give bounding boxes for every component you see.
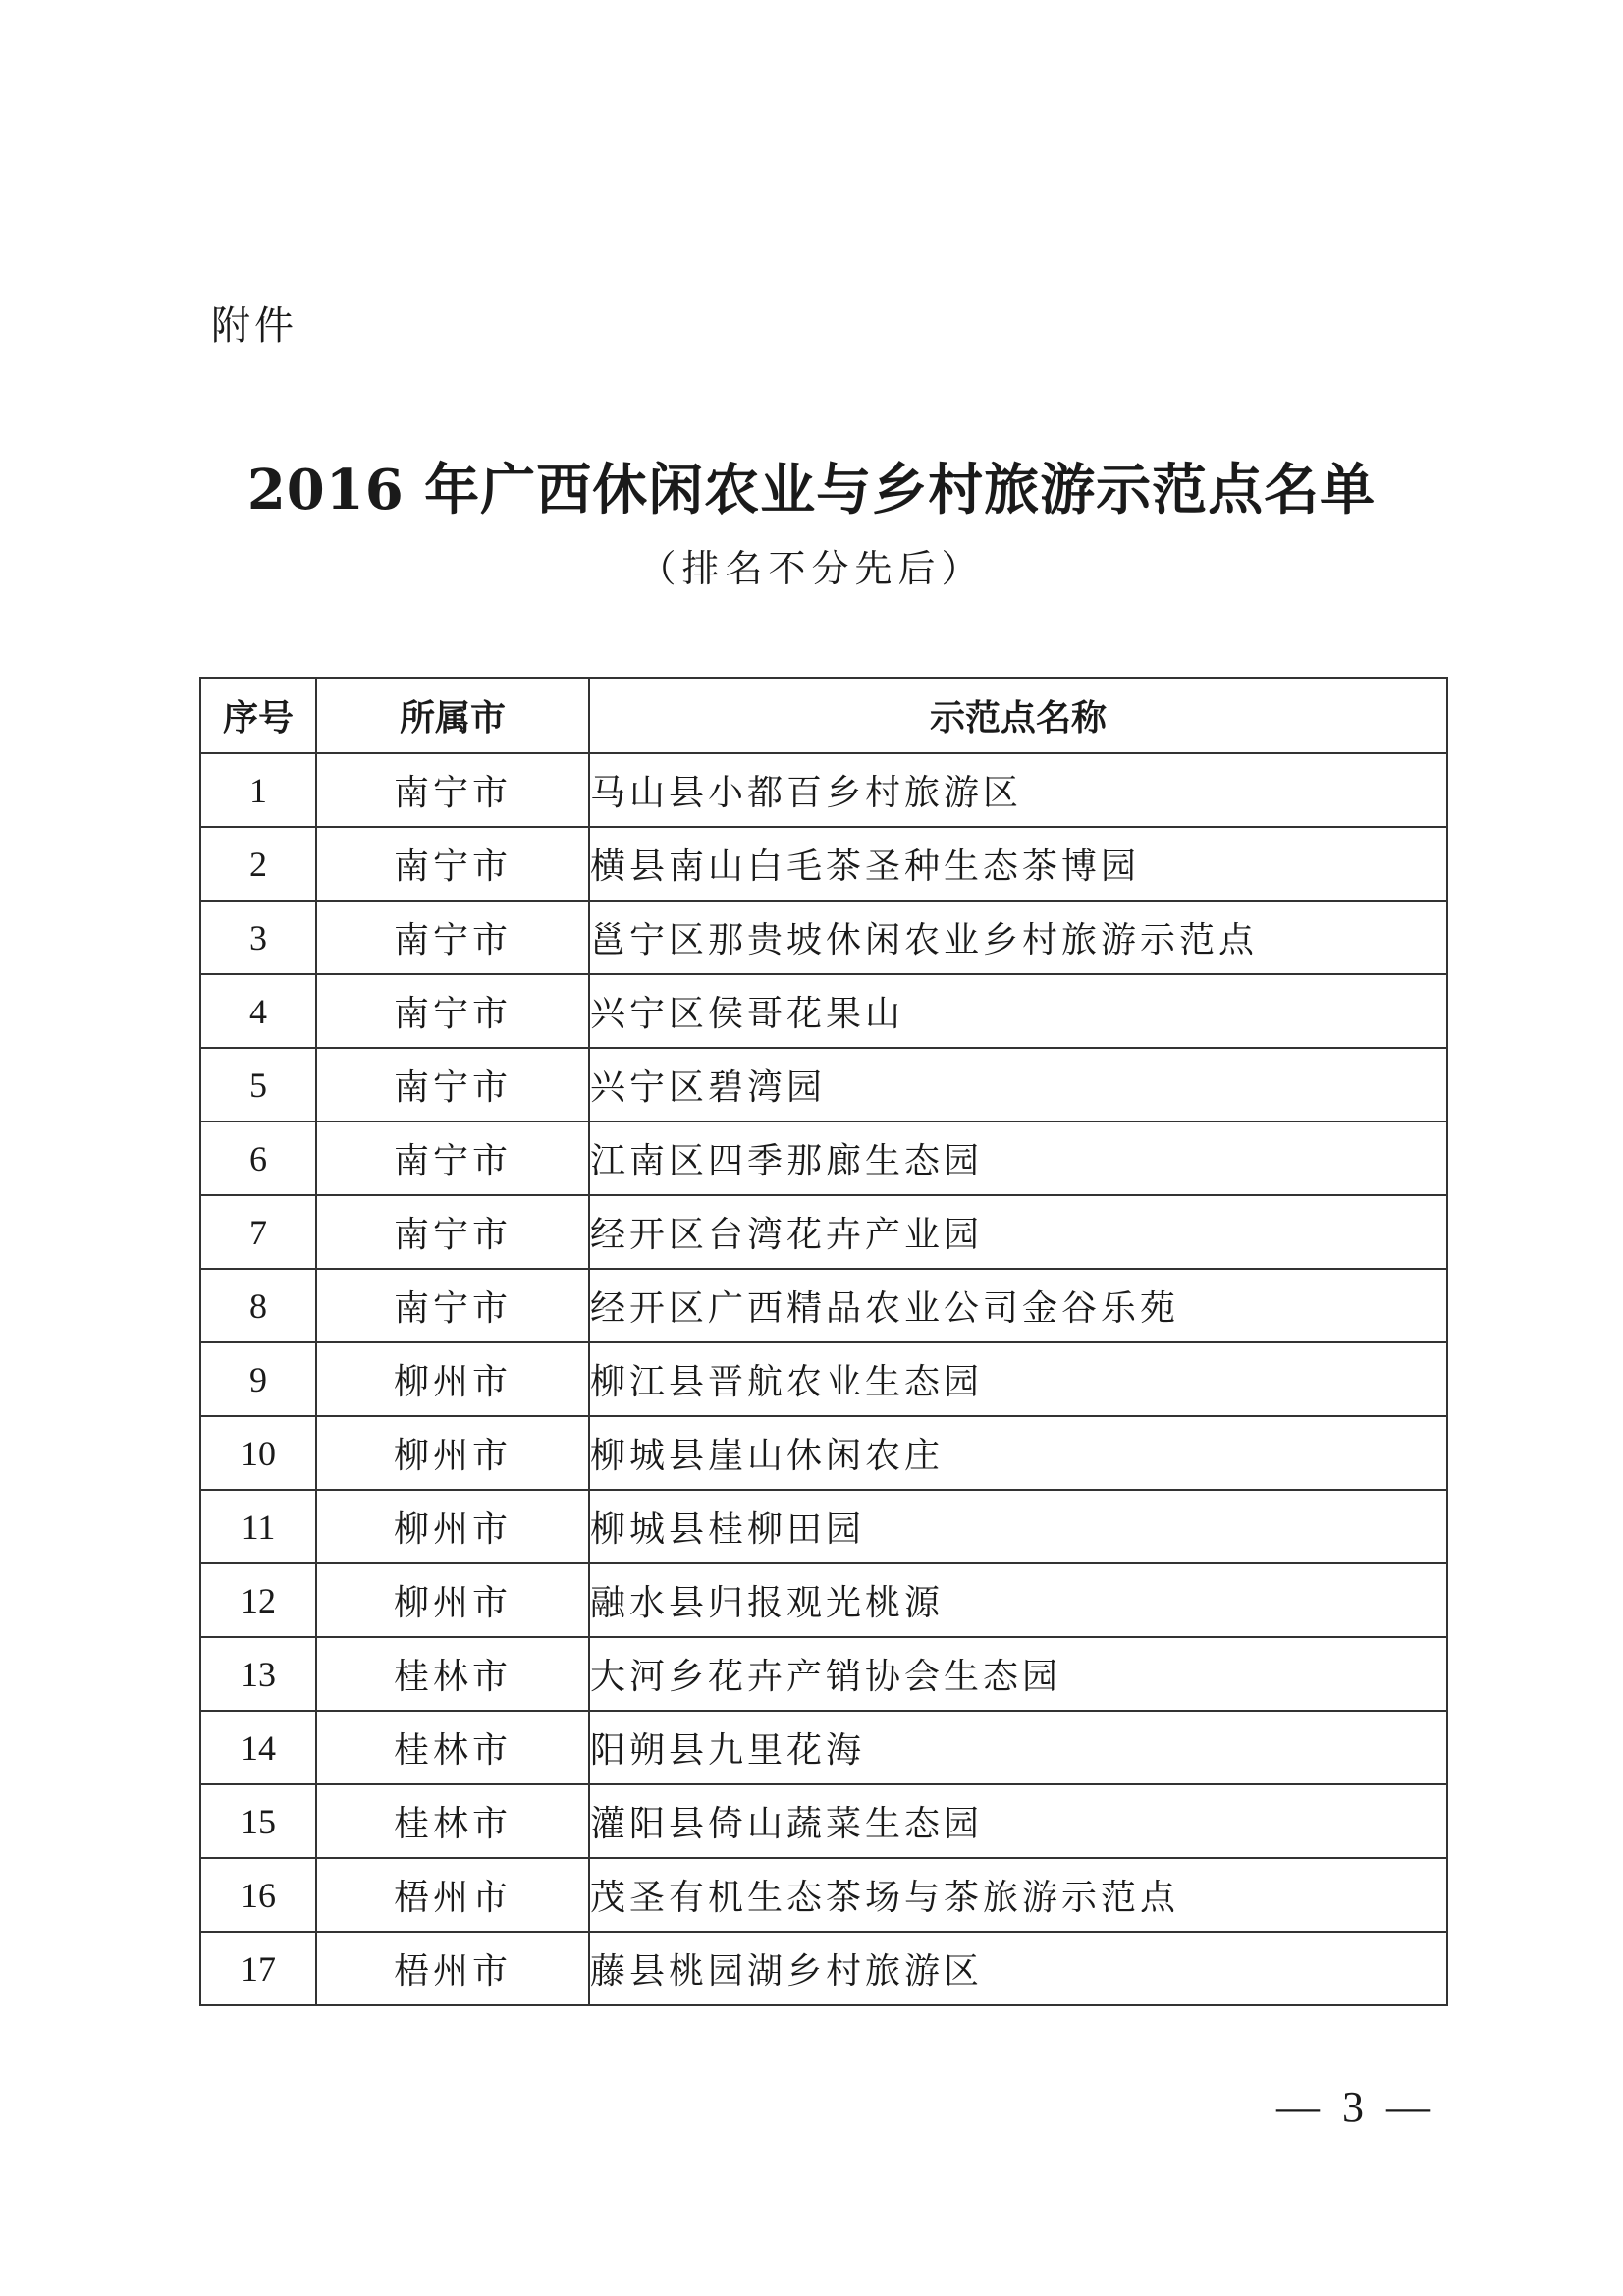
table-row bbox=[200, 1048, 1447, 1121]
row-number: 15 bbox=[200, 1784, 316, 1858]
header-name: 示范点名称 bbox=[589, 678, 1447, 753]
document-title: 2016 年广西休闲农业与乡村旅游示范点名单 bbox=[246, 458, 1377, 522]
row-site-name: 江南区四季那廊生态园 bbox=[589, 1121, 1447, 1195]
table-row bbox=[200, 901, 1447, 974]
table-row bbox=[200, 1121, 1447, 1195]
table-row bbox=[200, 827, 1447, 901]
table-row bbox=[200, 1637, 1447, 1711]
row-number: 3 bbox=[200, 901, 316, 974]
table-row bbox=[200, 974, 1447, 1048]
table-body bbox=[200, 753, 1447, 2005]
row-number: 10 bbox=[200, 1416, 316, 1490]
row-number: 11 bbox=[200, 1490, 316, 1563]
table-row bbox=[200, 1784, 1447, 1858]
row-number: 9 bbox=[200, 1342, 316, 1416]
table-row bbox=[200, 1269, 1447, 1342]
row-site-name: 灌阳县倚山蔬菜生态园 bbox=[589, 1784, 1447, 1858]
row-number: 4 bbox=[200, 974, 316, 1048]
table-row bbox=[200, 1416, 1447, 1490]
row-number: 1 bbox=[200, 753, 316, 827]
row-city: 柳州市 bbox=[316, 1490, 589, 1563]
document-subtitle: （排名不分先后） bbox=[638, 547, 985, 590]
row-city: 南宁市 bbox=[316, 1048, 589, 1121]
row-city: 南宁市 bbox=[316, 974, 589, 1048]
table-row bbox=[200, 753, 1447, 827]
row-number: 14 bbox=[200, 1711, 316, 1784]
demo-site-table bbox=[199, 677, 1448, 2006]
row-site-name: 柳江县晋航农业生态园 bbox=[589, 1342, 1447, 1416]
table-row bbox=[200, 1342, 1447, 1416]
row-site-name: 茂圣有机生态茶场与茶旅游示范点 bbox=[589, 1858, 1447, 1932]
row-number: 7 bbox=[200, 1195, 316, 1269]
row-site-name: 柳城县崖山休闲农庄 bbox=[589, 1416, 1447, 1490]
page-number: — 3 — bbox=[1276, 2083, 1435, 2131]
row-site-name: 藤县桃园湖乡村旅游区 bbox=[589, 1932, 1447, 2005]
row-site-name: 横县南山白毛茶圣种生态茶博园 bbox=[589, 827, 1447, 901]
row-number: 12 bbox=[200, 1563, 316, 1637]
table-row bbox=[200, 1563, 1447, 1637]
row-site-name: 阳朔县九里花海 bbox=[589, 1711, 1447, 1784]
row-number: 13 bbox=[200, 1637, 316, 1711]
row-city: 南宁市 bbox=[316, 1195, 589, 1269]
row-city: 南宁市 bbox=[316, 1121, 589, 1195]
table-row bbox=[200, 1195, 1447, 1269]
row-city: 南宁市 bbox=[316, 1269, 589, 1342]
row-number: 16 bbox=[200, 1858, 316, 1932]
row-site-name: 大河乡花卉产销协会生态园 bbox=[589, 1637, 1447, 1711]
row-number: 5 bbox=[200, 1048, 316, 1121]
row-city: 柳州市 bbox=[316, 1563, 589, 1637]
row-site-name: 兴宁区侯哥花果山 bbox=[589, 974, 1447, 1048]
row-site-name: 经开区广西精品农业公司金谷乐苑 bbox=[589, 1269, 1447, 1342]
row-number: 2 bbox=[200, 827, 316, 901]
row-site-name: 兴宁区碧湾园 bbox=[589, 1048, 1447, 1121]
row-site-name: 邕宁区那贵坡休闲农业乡村旅游示范点 bbox=[589, 901, 1447, 974]
table-row bbox=[200, 1490, 1447, 1563]
row-city: 柳州市 bbox=[316, 1416, 589, 1490]
row-number: 6 bbox=[200, 1121, 316, 1195]
row-city: 桂林市 bbox=[316, 1784, 589, 1858]
row-city: 桂林市 bbox=[316, 1637, 589, 1711]
header-num: 序号 bbox=[200, 678, 316, 753]
row-city: 梧州市 bbox=[316, 1858, 589, 1932]
header-city: 所属市 bbox=[316, 678, 589, 753]
row-site-name: 马山县小都百乡村旅游区 bbox=[589, 753, 1447, 827]
table-row bbox=[200, 1932, 1447, 2005]
table-row bbox=[200, 1711, 1447, 1784]
row-city: 南宁市 bbox=[316, 753, 589, 827]
row-city: 梧州市 bbox=[316, 1932, 589, 2005]
table-row bbox=[200, 1858, 1447, 1932]
attachment-label: 附件 bbox=[211, 303, 298, 349]
row-number: 8 bbox=[200, 1269, 316, 1342]
table-header-row bbox=[200, 678, 1447, 753]
row-site-name: 柳城县桂柳田园 bbox=[589, 1490, 1447, 1563]
row-city: 南宁市 bbox=[316, 827, 589, 901]
row-number: 17 bbox=[200, 1932, 316, 2005]
row-city: 柳州市 bbox=[316, 1342, 589, 1416]
row-site-name: 经开区台湾花卉产业园 bbox=[589, 1195, 1447, 1269]
row-city: 桂林市 bbox=[316, 1711, 589, 1784]
row-site-name: 融水县归报观光桃源 bbox=[589, 1563, 1447, 1637]
row-city: 南宁市 bbox=[316, 901, 589, 974]
